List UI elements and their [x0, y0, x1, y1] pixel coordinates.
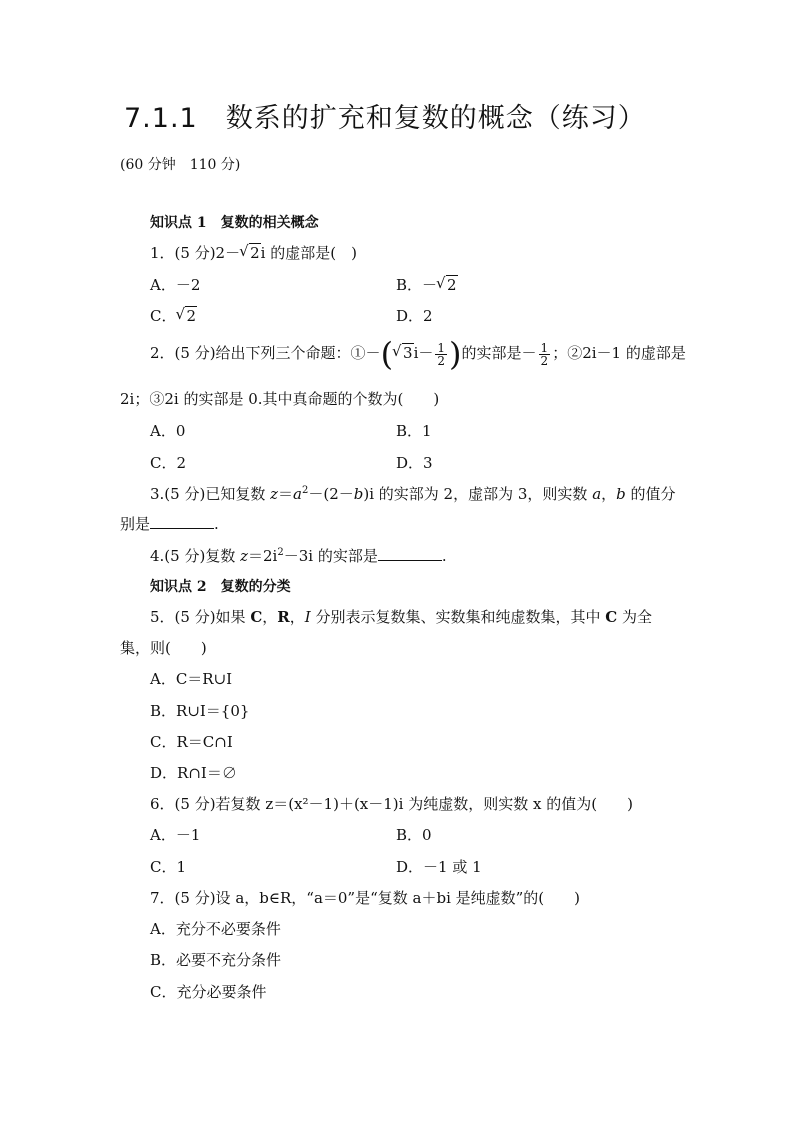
q7-option-b: B．必要不充分条件	[150, 951, 282, 969]
q6-option-d: D．－1 或 1	[396, 858, 482, 876]
sqrt-symbol: √ 3	[393, 344, 414, 362]
q6-option-a: A．－1	[150, 826, 201, 844]
question-1: 1．(5 分)2－√ 2i 的虚部是( )	[150, 242, 357, 263]
answer-blank[interactable]	[150, 516, 214, 529]
question-6: 6．(5 分)若复数 z＝(x²－1)＋(x－1)i 为纯虚数，则实数 x 的值为( )	[150, 795, 633, 813]
question-3-line-1: 3.(5 分)已知复数 $z=a^2-(2-b)i$ 的实部为 2，虚部为 3，则实数 a，b 的值分	[150, 485, 676, 503]
question-2-line-2: 2i；③2i 的实部是 0.其中真命题的个数为( )	[120, 390, 440, 408]
q2-option-c: C．2	[150, 454, 187, 472]
q6-option-b: B．0	[396, 826, 432, 844]
sqrt-symbol: √ 2	[176, 307, 197, 325]
sqrt-symbol: √ 2	[240, 244, 261, 262]
q1-option-a: A．－2	[150, 276, 201, 294]
q7-option-c: C．充分必要条件	[150, 983, 267, 1001]
q2-option-a: A．0	[150, 422, 186, 440]
q5-option-c: C．R＝C∩I	[150, 733, 233, 751]
fraction: $\frac{1}{2}$	[540, 340, 549, 368]
question-5-line-1: 5．(5 分)如果 C，R，I 分别表示复数集、实数集和纯虚数集，其中 C 为全	[150, 608, 652, 626]
q5-option-a: A．C＝R∪I	[150, 670, 233, 688]
q1-option-d: D．2	[396, 307, 433, 325]
question-3-line-2: 别是 .	[120, 515, 219, 533]
q5-option-d: D．R∩I＝∅	[150, 764, 237, 782]
q7-option-a: A．充分不必要条件	[150, 920, 281, 938]
answer-blank[interactable]	[378, 548, 442, 561]
question-4: 4.(5 分)复数 $z=2i^2-3i$ 的实部是 .	[150, 547, 447, 565]
q1-option-b: B．－√ 2	[396, 274, 458, 295]
section-heading-2: 知识点 2 复数的分类	[150, 579, 291, 595]
question-5-line-2: 集，则( )	[120, 639, 207, 657]
q2-option-b: B．1	[396, 422, 432, 440]
q2-option-d: D．3	[396, 454, 433, 472]
time-score-info: (60 分钟 110 分)	[120, 157, 241, 173]
q6-option-c: C．1	[150, 858, 187, 876]
page-title: 7.1.1 数系的扩充和复数的概念（练习）	[124, 103, 646, 134]
q5-option-b: B．R∪I＝{0}	[150, 702, 250, 720]
fraction: $\frac{1}{2}$	[437, 340, 446, 368]
question-7: 7．(5 分)设 a，b∈R，“a＝0”是“复数 a＋bi 是纯虚数”的( )	[150, 889, 581, 907]
question-2-line-1: 2．(5 分)给出下列三个命题：①－(√ 3i－ $\frac{1}{2}$ )的实部是－ $\frac{1}{2}$ ；②2i－1 的虚部是	[150, 338, 686, 370]
q1-option-c: C．√ 2	[150, 305, 197, 326]
sqrt-symbol: √ 2	[437, 276, 458, 294]
section-heading-1: 知识点 1 复数的相关概念	[150, 215, 319, 231]
